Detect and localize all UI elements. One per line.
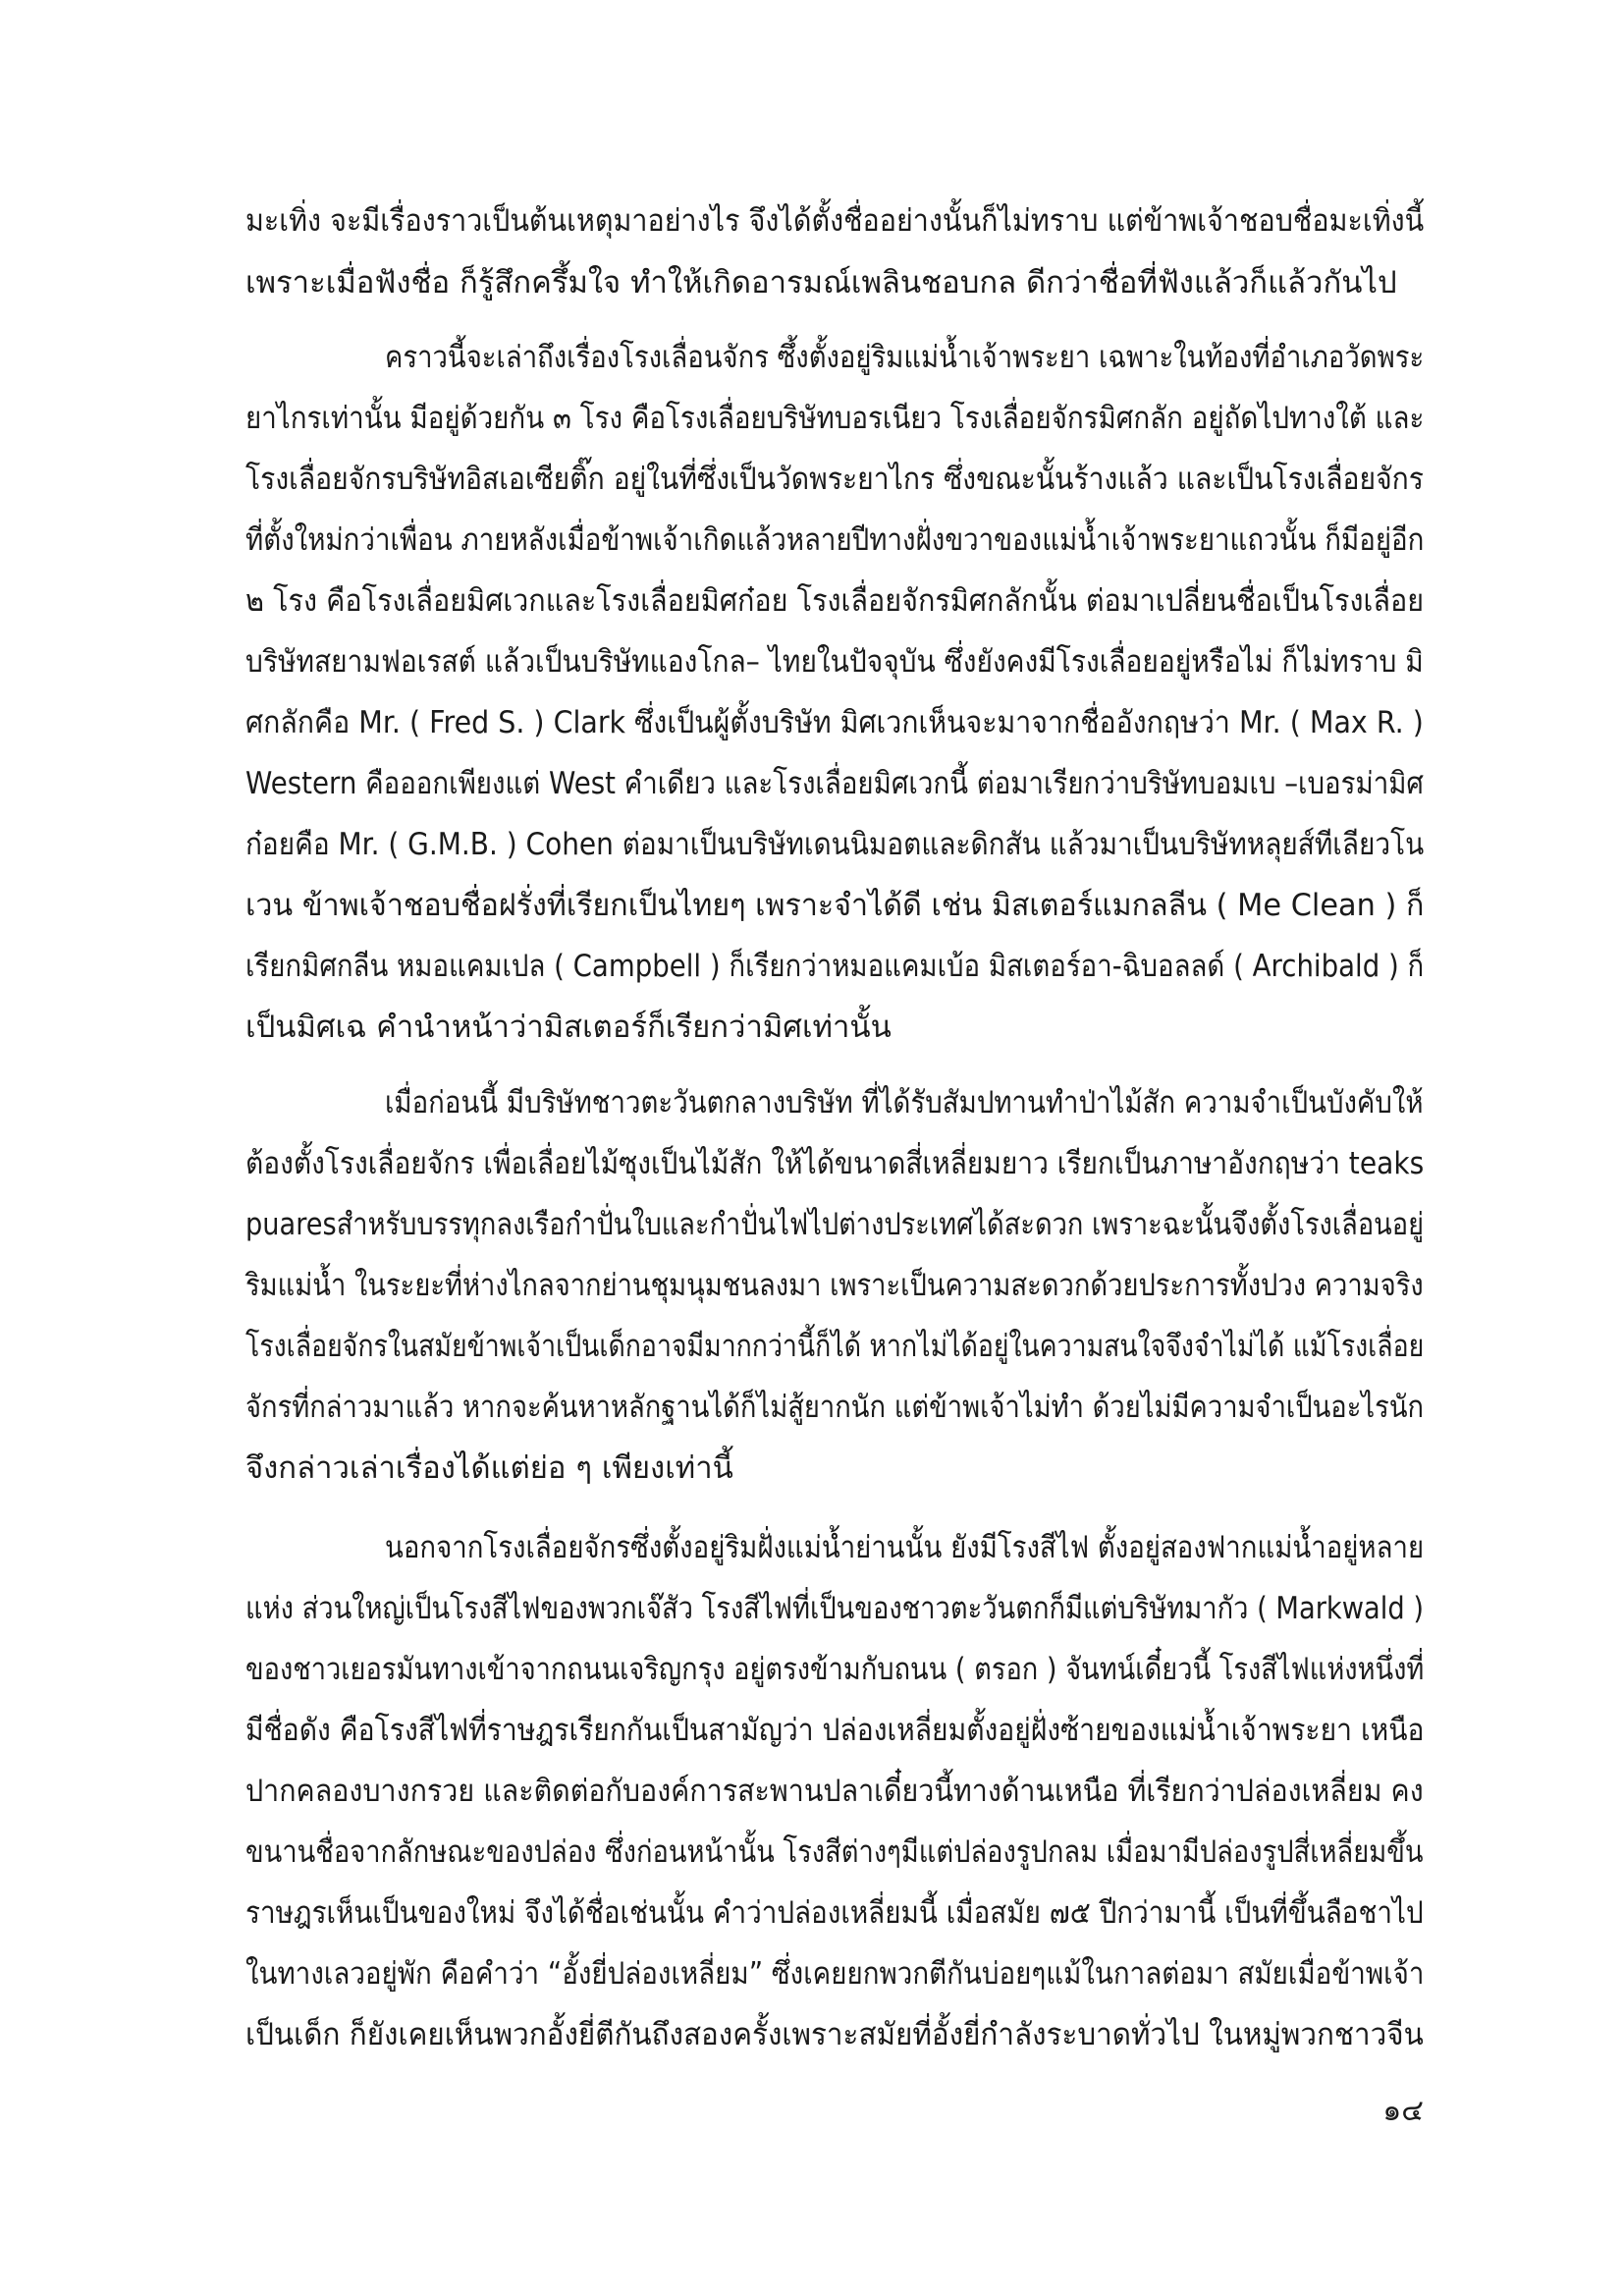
page-number: ๑๔ xyxy=(1382,2094,1424,2128)
text-line: ในทางเลวอยู่พัก คือคำว่า “อั้งยี่ปล่องเหลี่ยม” ซึ่งเคยยกพวกตีกันบ่อยๆแม้ในกาลต่อมา สมัยเมื่อข้าพเจ้า xyxy=(245,1956,1425,1992)
text-line: Western คือออกเพียงแต่ West คำเดียว และโรงเลื่อยมิศเวกนี้ ต่อมาเรียกว่าบริษัทบอมเบ –เบอรม่ามิศ xyxy=(245,766,1424,801)
text-line: มะเทิ่ง จะมีเรื่องราวเป็นต้นเหตุมาอย่างไร จึงได้ตั้งชื่ออย่างนั้นก็ไม่ทราบ แต่ข้าพเจ้าชอบชื่อมะเทิ่งนี้ xyxy=(245,203,1425,239)
text-line: จึงกล่าวเล่าเรื่องได้แต่ย่อ ๆ เพียงเท่านี้ xyxy=(245,1450,733,1486)
paragraph-first-line: เมื่อก่อนนี้ มีบริษัทชาวตะวันตกลางบริษัท ที่ได้รับสัมปทานทำป่าไม้สัก ความจำเป็นบังคับให้ xyxy=(385,1085,1424,1121)
text-line: ศกลักคือ Mr. ( Fred S. ) Clark ซึ่งเป็นผู้ตั้งบริษัท มิศเวกเห็นจะมาจากชื่ออังกฤษว่า Mr. ( Max R. ) xyxy=(245,705,1424,740)
text-line: ยาไกรเท่านั้น มีอยู่ด้วยกัน ๓ โรง คือโรงเลื่อยบริษัทบอรเนียว โรงเลื่อยจักรมิศกลัก อยู่ถัดไปทางใต้ และ xyxy=(245,401,1425,436)
text-line: ริมแม่น้ำ ในระยะที่ห่างไกลจากย่านชุมนุมชนลงมา เพราะเป็นความสะดวกด้วยประการทั้งปวง ความจริง xyxy=(245,1268,1424,1303)
text-line: เป็นมิศเฉ คำนำหน้าว่ามิสเตอร์ก็เรียกว่ามิศเท่านั้น xyxy=(245,1010,892,1045)
text-line: ที่ตั้งใหม่กว่าเพื่อน ภายหลังเมื่อข้าพเจ้าเกิดแล้วหลายปีทางฝั่งขวาของแม่น้ำเจ้าพระยาแถวนั้น ก็มีอยู่อีก xyxy=(245,522,1425,558)
text-line: puaresสำหรับบรรทุกลงเรือกำปั่นใบและกำปั่นไฟไปต่างประเทศได้สะดวก เพราะฉะนั้นจึงตั้งโรงเลื่อนอยู่ xyxy=(245,1207,1425,1242)
text-line: ของชาวเยอรมันทางเข้าจากถนนเจริญกรุง อยู่ตรงข้ามกับถนน ( ตรอก ) จันทน์เดี๋ยวนี้ โรงสีไฟแห่งหนึ่งที่ xyxy=(245,1652,1425,1687)
text-line: เป็นเด็ก ก็ยังเคยเห็นพวกอั้งยี่ตีกันถึงสองครั้งเพราะสมัยที่อั้งยี่กำลังระบาดทั่วไป ในหมู่พวกชาวจีน xyxy=(245,2017,1424,2052)
text-line: ขนานชื่อจากลักษณะของปล่อง ซึ่งก่อนหน้านั้น โรงสีต่างๆมีแต่ปล่องรูปกลม เมื่อมามีปล่องรูปสี่เหลี่ยมขึ้น xyxy=(245,1834,1424,1870)
text-line: เรียกมิศกลีน หมอแคมเปล ( Campbell ) ก็เรียกว่าหมอแคมเบ้อ มิสเตอร์อา-ฉิบอลลด์ ( Archibald ) ก็ xyxy=(245,949,1425,984)
text-line: เพราะเมื่อฟังชื่อ ก็รู้สึกครึ้มใจ ทำให้เกิดอารมณ์เพลินชอบกล ดีกว่าชื่อที่ฟังแล้วก็แล้วกันไป xyxy=(245,265,1397,301)
text-line: โรงเลื่อยจักรบริษัทอิสเอเซียติ๊ก อยู่ในที่ซึ่งเป็นวัดพระยาไกร ซึ่งขณะนั้นร้างแล้ว และเป็นโรงเลื่อยจักร xyxy=(245,462,1424,497)
text-line: แห่ง ส่วนใหญ่เป็นโรงสีไฟของพวกเจ๊สัว โรงสีไฟที่เป็นของชาวตะวันตกก็มีแต่บริษัทมากัว ( Markwald ) xyxy=(245,1591,1425,1626)
text-line: ต้องตั้งโรงเลื่อยจักร เพื่อเลื่อยไม้ซุงเป็นไม้สัก ให้ได้ขนาดสี่เหลี่ยมยาว เรียกเป็นภาษาอังกฤษว่า teaks xyxy=(245,1146,1425,1181)
text-line: มีชื่อดัง คือโรงสีไฟที่ราษฎรเรียกกันเป็นสามัญว่า ปล่องเหลี่ยมตั้งอยู่ฝั่งซ้ายของแม่น้ำเจ้าพระยา เหนือ xyxy=(245,1713,1425,1748)
paragraph-first-line: นอกจากโรงเลื่อยจักรซึ่งตั้งอยู่ริมฝั่งแม่น้ำย่านนั้น ยังมีโรงสีไฟ ตั้งอยู่สองฟากแม่น้ำอยู่หลาย xyxy=(385,1530,1425,1565)
text-line: โรงเลื่อยจักรในสมัยข้าพเจ้าเป็นเด็กอาจมีมากกว่านี้ก็ได้ หากไม่ได้อยู่ในความสนใจจึงจำไม่ได้ แม้โรงเลื่อย xyxy=(245,1329,1425,1364)
text-line: เวน ข้าพเจ้าชอบชื่อฝรั่งที่เรียกเป็นไทยๆ เพราะจำได้ดี เช่น มิสเตอร์แมกลลีน ( Me Clean ) ก็ xyxy=(245,888,1425,923)
text-line: ปากคลองบางกรวย และติดต่อกับองค์การสะพานปลาเดี๋ยวนี้ทางด้านเหนือ ที่เรียกว่าปล่องเหลี่ยม คง xyxy=(245,1774,1424,1809)
text-line: ราษฎรเห็นเป็นของใหม่ จึงได้ชื่อเช่นนั้น คำว่าปล่องเหลี่ยมนี้ เมื่อสมัย ๗๕ ปีกว่ามานี้ เป็นที่ขึ้นลือชาไป xyxy=(245,1895,1424,1931)
text-line: จักรที่กล่าวมาแล้ว หากจะค้นหาหลักฐานได้ก็ไม่สู้ยากนัก แต่ข้าพเจ้าไม่ทำ ด้วยไม่มีความจำเป็นอะไรนัก xyxy=(245,1390,1425,1425)
text-line: บริษัทสยามฟอเรสต์ แล้วเป็นบริษัทแองโกล– ไทยในปัจจุบัน ซึ่งยังคงมีโรงเลื่อยอยู่หรือไม่ ก็ไม่ทราบ มิ xyxy=(245,644,1424,680)
text-line: ก๋อยคือ Mr. ( G.M.B. ) Cohen ต่อมาเป็นบริษัทเดนนิมอตและดิกสัน แล้วมาเป็นบริษัทหลุยส์ทีเลียวโน xyxy=(245,827,1425,862)
paragraph-first-line: คราวนี้จะเล่าถึงเรื่องโรงเลื่อนจักร ซึ้งตั้งอยู่ริมแม่น้ำเจ้าพระยา เฉพาะในท้องที่อำเภอวัดพระ xyxy=(385,340,1425,375)
text-line: ๒ โรง คือโรงเลื่อยมิศเวกและโรงเลื่อยมิศก๋อย โรงเลื่อยจักรมิศกลักนั้น ต่อมาเปลี่ยนชื่อเป็นโรงเลื่อย xyxy=(245,583,1425,619)
